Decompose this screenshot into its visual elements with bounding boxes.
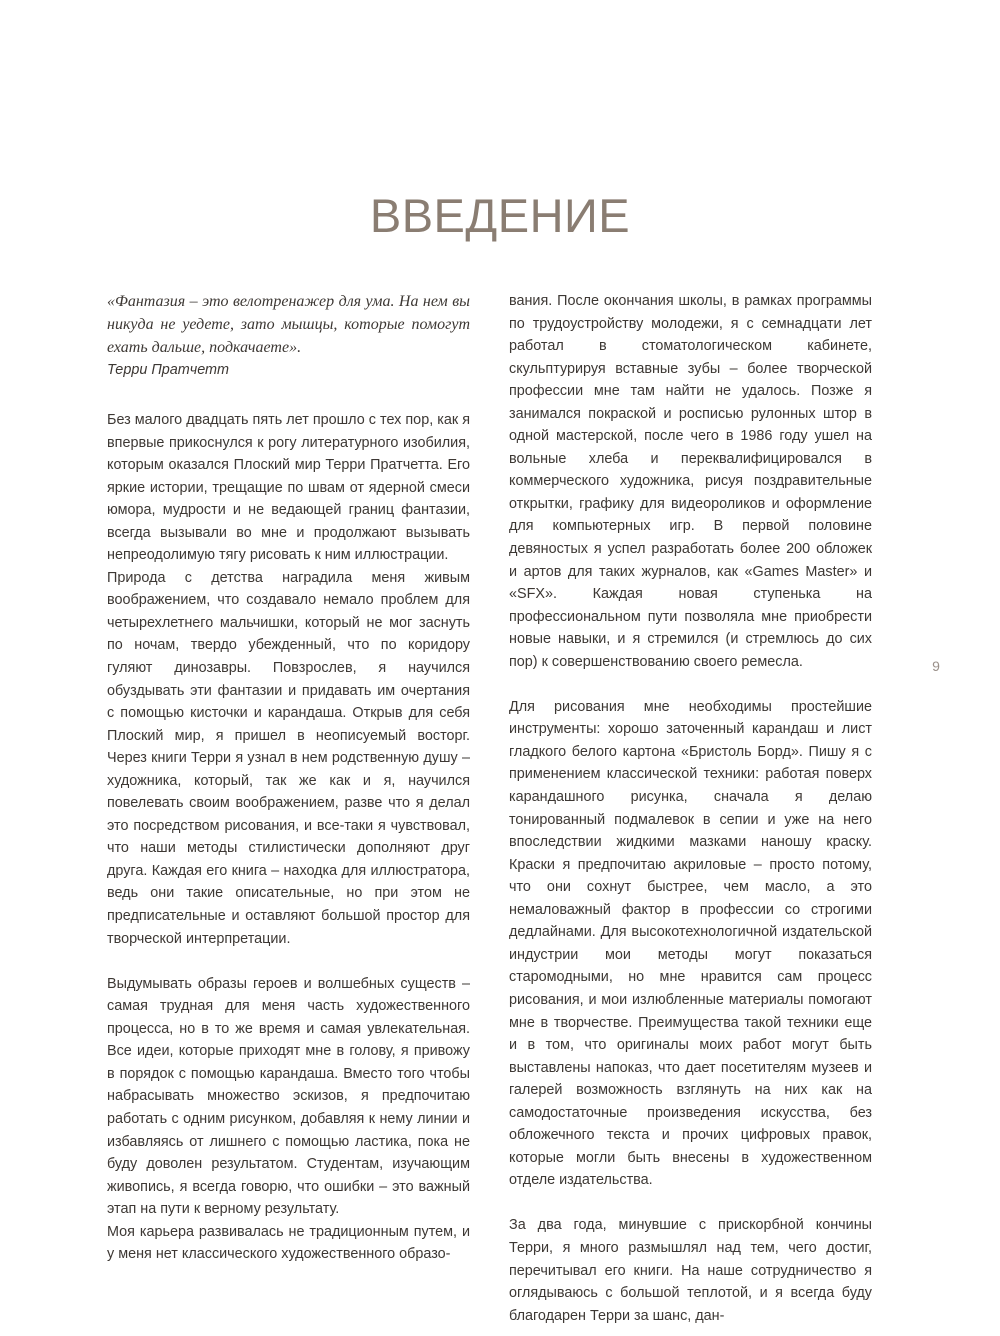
page-title: ВВЕДЕНИЕ (369, 189, 631, 242)
paragraph: Для рисования мне необходимы простейшие инструменты: хорошо заточенный карандаш и лист гладкого белого картона «Бристоль Борд». Пишу я с применением классической техники: работая поверх карандашного рисунка, сначала я делаю тонированный подмалевок в сепии и уже на него впоследствии жидкими мазками наношу краску. Краски я предпочитаю акриловые – просто потому, что они сохнут быстрее, чем масло, а это немаловажный фактор в профессии со строгими дедлайнами. Для высокотехнологичной издательской индустрии мои методы могут показаться старомодными, но мне нравится сам процесс рисования, и мои излюбленные материалы помогают мне в творчестве. Преимущества такой техники еще и в том, что оригиналы моих работ могут быть выставлены напоказ, что дает посетителям музеев и галерей возможность взглянуть на них как на самодостаточные произведения искусства, без обложечного текста и прочих цифровых правок, которые могли быть внесены в художественном отделе издательства. (509, 698, 872, 1189)
right-column (509, 290, 872, 1327)
epigraph-quote: «Фантазия – это велотренажер для ума. На нем вы никуда не уедете, зато мышцы, которые помогут ехать дальше, подкачаете». (107, 293, 470, 356)
paragraph: Выдумывать образы героев и волшебных существ – самая трудная для меня часть художественного процесса, но в то же время и самая увлекательная. Все идеи, которые приходят мне в голову, я привожу в порядок с помощью карандаша. Вместо того чтобы набрасывать множество эскизов, я предпочитаю работать с одним рисунком, добавляя к нему линии и избавляясь от лишнего с помощью ластика, пока не буду доволен результатом. Студентам, изучающим живопись, я всегда говорю, что ошибки – это важный этап на пути к верному результату. (107, 975, 470, 1218)
left-column (107, 290, 470, 1266)
paragraph: Без малого двадцать пять лет прошло с тех пор, как я впервые прикоснулся к рогу литературного изобилия, которым оказался Плоский мир Терри Пратчетта. Его яркие истории, трещащие по швам от ядерной смеси юмора, мудрости и не ведающей границ фантазии, всегда вызывали во мне и продолжают вызывать непреодолимую тягу рисовать к ним иллюстрации. (107, 412, 470, 564)
paragraph: Природа с детства наградила меня живым воображением, что создавало немало проблем для четырехлетнего мальчишки, который не мог заснуть по ночам, твердо убежденный, что по коридору гуляют динозавры. Повзрослев, я научился обуздывать эти фантазии и придавать им очертания с помощью кисточки и карандаша. Открыв для себя Плоский мир, я пришел в неописуемый восторг. Через книги Терри я узнал в нем родственную душу – художника, который, так же как и я, научился повелевать своим воображением, разве что я делал это посредством рисования, и все-таки я чувствовал, что наши методы стилистически дополняют друг друга. Каждая его книга – находка для иллюстратора, ведь они такие описательные, но при этом не предписательные и оставляют большой простор для творческой интерпретации. (107, 569, 470, 947)
page-number: 9 (932, 658, 940, 674)
paragraph: За два года, минувшие с прискорбной кончины Терри, я много размышлял над тем, чего достиг, перечитывал его книги. На наше сотрудничество я оглядываюсь с большой теплотой, и я всегда буду благодарен Терри за шанс, дан- (509, 1217, 872, 1324)
paragraph: вания. После окончания школы, в рамках программы по трудоустройству молодежи, я с семнадцати лет работал в стоматологическом кабинете, скульптурируя вставные зубы – более творческой профессии мне там найти не удалось. Позже я занимался покраской и росписью рулонных штор в одной мастерской, после чего в 1986 году ушел на вольные хлеба и переквалифицировался в коммерческого художника, рисуя поздравительные открытки, графику для видеороликов и оформление для компьютерных игр. В первой половине девяностых я успел разработать более 200 обложек и артов для таких журналов, как «Games Master» и «SFX». Каждая новая ступенька на профессиональном пути позволяла мне приобрести новые навыки, и я стремился (и стремлюсь до сих пор) к совершенствованию своего ремесла. (509, 293, 872, 670)
paragraph: Моя карьера развивалась не традиционным путем, и у меня нет классического художественного образо- (107, 1223, 470, 1263)
epigraph-author: Терри Пратчетт (107, 362, 230, 378)
